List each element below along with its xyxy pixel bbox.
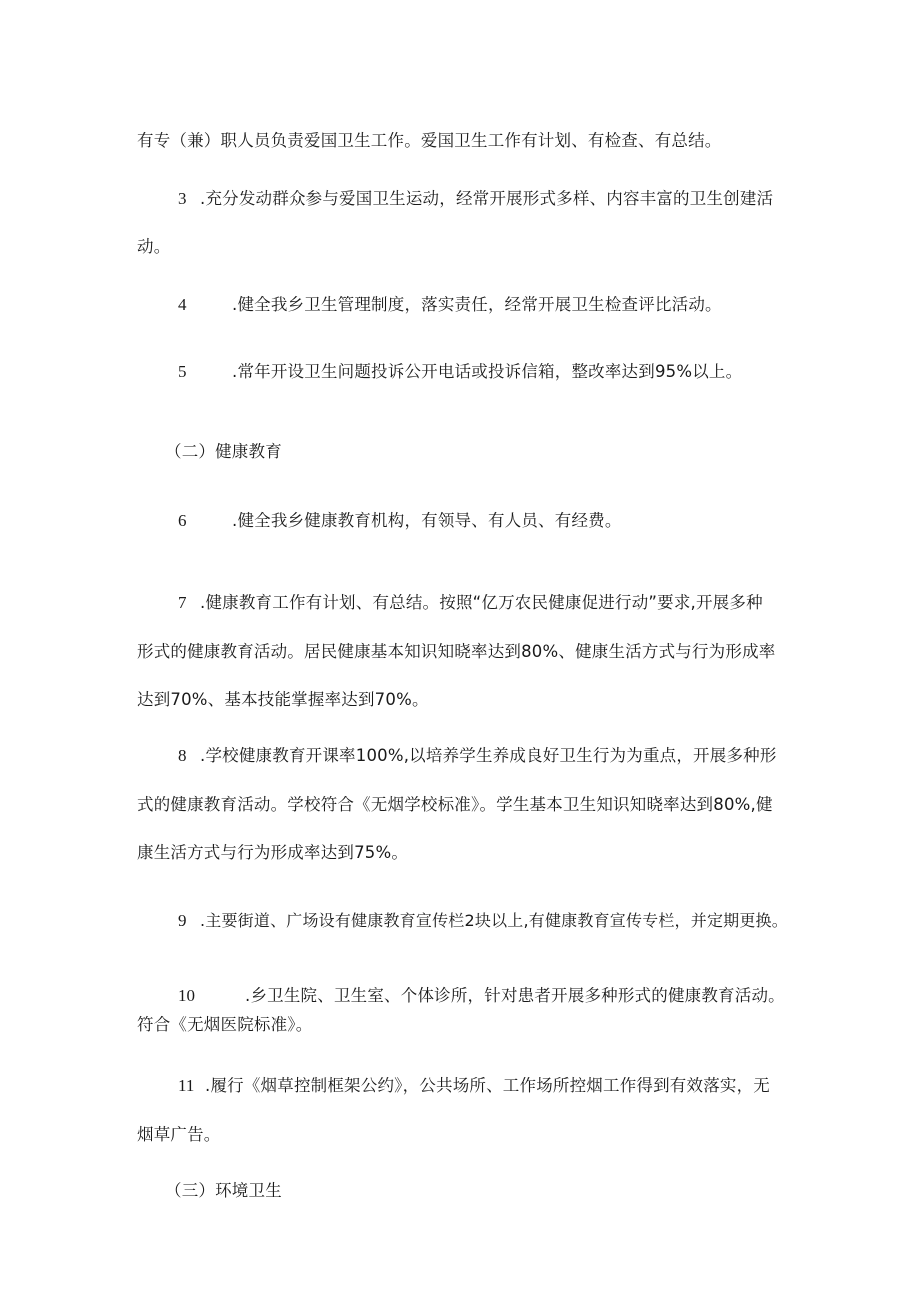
item-number-8: 8	[178, 746, 187, 765]
paragraph-line: 有专（兼）职人员负责爱国卫生工作。爱国卫生工作有计划、有检查、有总结。	[137, 131, 722, 150]
item-7-text-continued: 形式的健康教育活动。居民健康基本知识知晓率达到80%、健康生活方式与行为形成率	[137, 642, 776, 661]
item-10-text: .乡卫生院、卫生室、个体诊所，针对患者开展多种形式的健康教育活动。	[245, 986, 785, 1005]
item-7-text-continued: 达到70%、基本技能掌握率达到70%。	[137, 690, 429, 709]
item-3-text-continued: 动。	[137, 237, 171, 256]
item-11-text: .履行《烟草控制框架公约》，公共场所、工作场所控烟工作得到有效落实，无	[205, 1076, 770, 1095]
item-10-text-continued: 符合《无烟医院标准》。	[137, 1015, 313, 1034]
item-9-text: .主要街道、广场设有健康教育宣传栏2块以上,有健康教育宣传专栏，并定期更换。	[200, 911, 788, 930]
item-3-text: .充分发动群众参与爱国卫生运动，经常开展形式多样、内容丰富的卫生创建活	[200, 189, 774, 208]
item-8-text-continued: 康生活方式与行为形成率达到75%。	[137, 843, 409, 862]
item-8-text-continued: 式的健康教育活动。学校符合《无烟学校标准》。学生基本卫生知识知晓率达到80%,健	[137, 795, 773, 814]
section-heading-health-education: （二）健康教育	[165, 442, 282, 461]
item-number-10: 10	[178, 986, 195, 1005]
item-5-text: .常年开设卫生问题投诉公开电话或投诉信箱，整改率达到95%以上。	[232, 362, 743, 381]
item-6-text: .健全我乡健康教育机构，有领导、有人员、有经费。	[232, 511, 622, 530]
item-8-text: .学校健康教育开课率100%,以培养学生养成良好卫生行为为重点，开展多种形	[200, 746, 777, 765]
item-number-9: 9	[178, 911, 187, 930]
section-heading-environmental-hygiene: （三）环境卫生	[165, 1181, 282, 1200]
item-4-text: .健全我乡卫生管理制度，落实责任，经常开展卫生检查评比活动。	[232, 295, 722, 314]
item-number-3: 3	[178, 189, 187, 208]
item-number-4: 4	[178, 295, 187, 314]
item-number-5: 5	[178, 362, 187, 381]
item-number-7: 7	[178, 593, 187, 612]
item-number-11: 11	[178, 1076, 195, 1095]
item-7-text: .健康教育工作有计划、有总结。按照“亿万农民健康促进行动”要求,开展多种	[200, 593, 763, 612]
item-11-text-continued: 烟草广告。	[137, 1125, 221, 1144]
item-number-6: 6	[178, 511, 187, 530]
